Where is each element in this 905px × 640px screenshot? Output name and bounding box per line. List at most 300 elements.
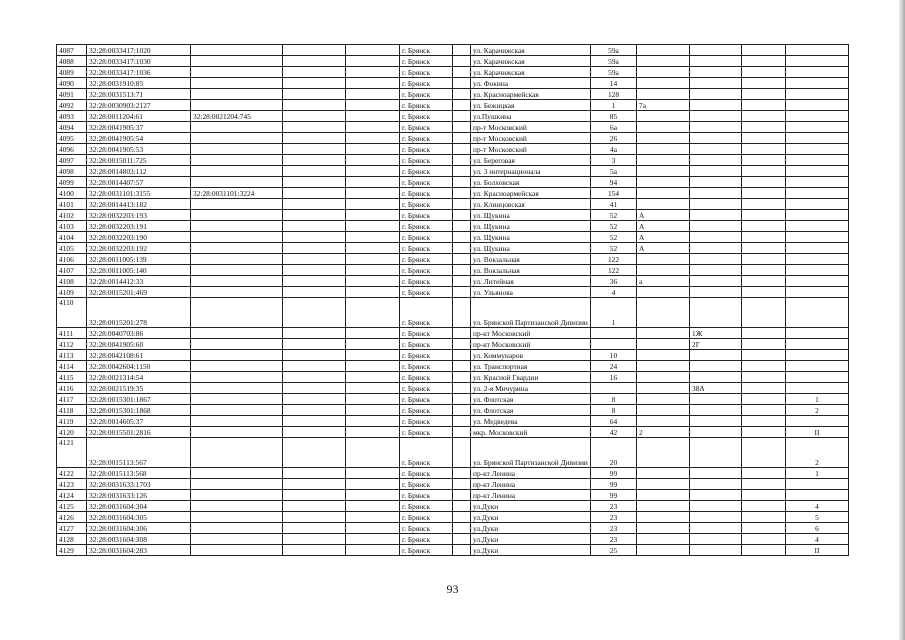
cadastral-number: 32:28:0041905:60 — [87, 339, 191, 350]
table-row — [57, 427, 849, 438]
building — [690, 122, 742, 133]
house-number: 25 — [591, 545, 637, 556]
building-letter — [637, 479, 690, 490]
parent-cadastral-number — [191, 133, 283, 144]
parent-cadastral-number — [191, 339, 283, 350]
building — [690, 372, 742, 383]
apartment — [786, 100, 849, 111]
building-letter — [637, 416, 690, 427]
house-number: 4 — [591, 287, 637, 298]
parent-cadastral-number — [191, 350, 283, 361]
building — [690, 166, 742, 177]
city: г. Брянск — [400, 298, 453, 328]
empty-cell — [742, 416, 786, 427]
table-row — [57, 372, 849, 383]
city: г. Брянск — [400, 122, 453, 133]
city: г. Брянск — [400, 199, 453, 210]
house-number: 14 — [591, 78, 637, 89]
cadastral-number: 32:28:0021519:35 — [87, 383, 191, 394]
house-number: 128 — [591, 89, 637, 100]
house-number: 1 — [591, 298, 637, 328]
parent-cadastral-number — [191, 78, 283, 89]
empty-cell — [283, 512, 346, 523]
street: пр-т Московский — [471, 133, 591, 144]
building — [690, 67, 742, 78]
street: пр-кт Московский — [471, 328, 591, 339]
building-letter — [637, 468, 690, 479]
empty-cell — [742, 523, 786, 534]
parent-cadastral-number — [191, 394, 283, 405]
apartment: 4 — [786, 501, 849, 512]
empty-cell — [453, 339, 471, 350]
table-row — [57, 350, 849, 361]
city: г. Брянск — [400, 56, 453, 67]
parent-cadastral-number — [191, 298, 283, 328]
parent-cadastral-number — [191, 67, 283, 78]
city: г. Брянск — [400, 405, 453, 416]
building: 1Ж — [690, 328, 742, 339]
building-letter — [637, 155, 690, 166]
table-row — [57, 479, 849, 490]
apartment — [786, 133, 849, 144]
empty-cell — [346, 405, 400, 416]
cadastral-number: 32:28:0015113:567 — [87, 438, 191, 468]
street: ул. Ульянова — [471, 287, 591, 298]
empty-cell — [346, 210, 400, 221]
table-row — [57, 383, 849, 394]
empty-cell — [742, 188, 786, 199]
empty-cell — [453, 67, 471, 78]
building-letter — [637, 122, 690, 133]
building-letter — [637, 67, 690, 78]
cadastral-number: 32:28:0014803:112 — [87, 166, 191, 177]
parent-cadastral-number — [191, 210, 283, 221]
empty-cell — [346, 276, 400, 287]
empty-cell — [283, 416, 346, 427]
row-number: 4108 — [57, 276, 87, 287]
building — [690, 155, 742, 166]
empty-cell — [742, 479, 786, 490]
building-letter — [637, 177, 690, 188]
table-row — [57, 298, 849, 328]
empty-cell — [283, 298, 346, 328]
building — [690, 265, 742, 276]
empty-cell — [283, 221, 346, 232]
apartment — [786, 45, 849, 56]
empty-cell — [742, 339, 786, 350]
empty-cell — [283, 177, 346, 188]
building-letter — [637, 111, 690, 122]
empty-cell — [283, 188, 346, 199]
empty-cell — [283, 534, 346, 545]
empty-cell — [283, 111, 346, 122]
empty-cell — [453, 490, 471, 501]
street: ул. Щукина — [471, 210, 591, 221]
cadastral-number: 32:28:0032203:191 — [87, 221, 191, 232]
empty-cell — [453, 254, 471, 265]
building — [690, 545, 742, 556]
street: ул. Красноармейская — [471, 89, 591, 100]
cadastral-number: 32:28:0033417:1036 — [87, 67, 191, 78]
row-number: 4116 — [57, 383, 87, 394]
empty-cell — [346, 350, 400, 361]
apartment — [786, 265, 849, 276]
empty-cell — [453, 166, 471, 177]
building: 2Г — [690, 339, 742, 350]
empty-cell — [453, 188, 471, 199]
parent-cadastral-number — [191, 177, 283, 188]
building-letter: А — [637, 221, 690, 232]
row-number: 4123 — [57, 479, 87, 490]
property-registry-table — [56, 44, 849, 556]
empty-cell — [453, 133, 471, 144]
table-row — [57, 56, 849, 67]
city: г. Брянск — [400, 339, 453, 350]
row-number: 4087 — [57, 45, 87, 56]
parent-cadastral-number — [191, 372, 283, 383]
city: г. Брянск — [400, 361, 453, 372]
empty-cell — [346, 199, 400, 210]
cadastral-number: 32:28:0031604:305 — [87, 512, 191, 523]
cadastral-number: 32:28:0041905:37 — [87, 122, 191, 133]
apartment — [786, 350, 849, 361]
table-row — [57, 144, 849, 155]
empty-cell — [453, 361, 471, 372]
building-letter — [637, 394, 690, 405]
city: г. Брянск — [400, 166, 453, 177]
city: г. Брянск — [400, 232, 453, 243]
apartment — [786, 490, 849, 501]
building-letter — [637, 361, 690, 372]
building — [690, 405, 742, 416]
street: ул. Щукина — [471, 221, 591, 232]
row-number: 4106 — [57, 254, 87, 265]
empty-cell — [346, 78, 400, 89]
apartment: 1 — [786, 394, 849, 405]
building-letter — [637, 523, 690, 534]
street: ул. Карачижская — [471, 67, 591, 78]
cadastral-number: 32:28:0032203:193 — [87, 210, 191, 221]
street: ул. Коммунаров — [471, 350, 591, 361]
city: г. Брянск — [400, 372, 453, 383]
table-row — [57, 512, 849, 523]
cadastral-number: 32:28:0030903:2127 — [87, 100, 191, 111]
street: ул. Бежицкая — [471, 100, 591, 111]
street: пр-кт Ленина — [471, 490, 591, 501]
city: г. Брянск — [400, 78, 453, 89]
building-letter — [637, 166, 690, 177]
parent-cadastral-number — [191, 361, 283, 372]
cadastral-number: 32:28:0011204:61 — [87, 111, 191, 122]
cadastral-number: 32:28:0031604:283 — [87, 545, 191, 556]
apartment — [786, 232, 849, 243]
building — [690, 438, 742, 468]
empty-cell — [742, 166, 786, 177]
parent-cadastral-number — [191, 199, 283, 210]
empty-cell — [346, 394, 400, 405]
table-row — [57, 122, 849, 133]
house-number: 94 — [591, 177, 637, 188]
building — [690, 78, 742, 89]
house-number: 4а — [591, 144, 637, 155]
parent-cadastral-number — [191, 122, 283, 133]
empty-cell — [453, 501, 471, 512]
parent-cadastral-number — [191, 287, 283, 298]
empty-cell — [283, 243, 346, 254]
city: г. Брянск — [400, 534, 453, 545]
apartment — [786, 67, 849, 78]
building — [690, 479, 742, 490]
empty-cell — [453, 545, 471, 556]
apartment — [786, 122, 849, 133]
empty-cell — [346, 67, 400, 78]
empty-cell — [453, 512, 471, 523]
street: ул.Пушкина — [471, 111, 591, 122]
building — [690, 45, 742, 56]
parent-cadastral-number — [191, 166, 283, 177]
apartment — [786, 276, 849, 287]
building-letter — [637, 438, 690, 468]
building-letter — [637, 405, 690, 416]
apartment: II — [786, 427, 849, 438]
row-number: 4113 — [57, 350, 87, 361]
building-letter — [637, 188, 690, 199]
row-number: 4100 — [57, 188, 87, 199]
cadastral-number: 32:28:0031633:1703 — [87, 479, 191, 490]
empty-cell — [742, 78, 786, 89]
empty-cell — [742, 155, 786, 166]
city: г. Брянск — [400, 155, 453, 166]
building-letter — [637, 372, 690, 383]
empty-cell — [283, 328, 346, 339]
cadastral-number: 32:28:0014407:57 — [87, 177, 191, 188]
house-number: 36 — [591, 276, 637, 287]
apartment — [786, 56, 849, 67]
empty-cell — [283, 166, 346, 177]
table-row — [57, 177, 849, 188]
street: ул. 3 интернационала — [471, 166, 591, 177]
empty-cell — [346, 155, 400, 166]
building — [690, 232, 742, 243]
city: г. Брянск — [400, 287, 453, 298]
apartment — [786, 339, 849, 350]
cadastral-number: 32:28:0031910:85 — [87, 78, 191, 89]
scan-edge-shadow — [899, 0, 905, 640]
building — [690, 89, 742, 100]
row-number: 4089 — [57, 67, 87, 78]
empty-cell — [742, 243, 786, 254]
empty-cell — [742, 144, 786, 155]
empty-cell — [453, 56, 471, 67]
house-number: 99 — [591, 468, 637, 479]
cadastral-number: 32:28:0040703:86 — [87, 328, 191, 339]
empty-cell — [283, 501, 346, 512]
cadastral-number: 32:28:0033417:1020 — [87, 45, 191, 56]
empty-cell — [346, 501, 400, 512]
empty-cell — [346, 512, 400, 523]
street: ул. Щукина — [471, 232, 591, 243]
empty-cell — [742, 287, 786, 298]
cadastral-number: 32:28:0041905:54 — [87, 133, 191, 144]
building — [690, 350, 742, 361]
empty-cell — [346, 221, 400, 232]
house-number: 8 — [591, 405, 637, 416]
empty-cell — [453, 468, 471, 479]
empty-cell — [346, 100, 400, 111]
house-number: 59а — [591, 56, 637, 67]
empty-cell — [283, 339, 346, 350]
building-letter — [637, 383, 690, 394]
apartment — [786, 199, 849, 210]
parent-cadastral-number — [191, 405, 283, 416]
building — [690, 133, 742, 144]
street: ул. Щукина — [471, 243, 591, 254]
empty-cell — [283, 372, 346, 383]
row-number: 4129 — [57, 545, 87, 556]
apartment — [786, 361, 849, 372]
empty-cell — [453, 199, 471, 210]
apartment — [786, 287, 849, 298]
house-number: 59а — [591, 67, 637, 78]
apartment — [786, 166, 849, 177]
apartment: 2 — [786, 438, 849, 468]
row-number: 4107 — [57, 265, 87, 276]
empty-cell — [742, 89, 786, 100]
street: ул. Литейная — [471, 276, 591, 287]
house-number: 85 — [591, 111, 637, 122]
building — [690, 144, 742, 155]
street: ул. Брянской Партизанской Дивизии — [471, 298, 591, 328]
apartment — [786, 298, 849, 328]
street: ул.Дуки — [471, 512, 591, 523]
empty-cell — [346, 122, 400, 133]
empty-cell — [346, 243, 400, 254]
house-number: 23 — [591, 501, 637, 512]
city: г. Брянск — [400, 523, 453, 534]
empty-cell — [453, 523, 471, 534]
building — [690, 394, 742, 405]
empty-cell — [346, 361, 400, 372]
building-letter: А — [637, 210, 690, 221]
street: ул. Вокзальная — [471, 265, 591, 276]
empty-cell — [346, 339, 400, 350]
city: г. Брянск — [400, 438, 453, 468]
row-number: 4122 — [57, 468, 87, 479]
empty-cell — [453, 328, 471, 339]
city: г. Брянск — [400, 416, 453, 427]
apartment — [786, 372, 849, 383]
building-letter — [637, 490, 690, 501]
city: г. Брянск — [400, 89, 453, 100]
house-number — [591, 328, 637, 339]
empty-cell — [283, 265, 346, 276]
empty-cell — [283, 199, 346, 210]
empty-cell — [742, 276, 786, 287]
house-number: 52 — [591, 210, 637, 221]
empty-cell — [283, 350, 346, 361]
cadastral-number: 32:28:0032203:190 — [87, 232, 191, 243]
building-letter — [637, 254, 690, 265]
parent-cadastral-number — [191, 155, 283, 166]
house-number: 6а — [591, 122, 637, 133]
building-letter — [637, 265, 690, 276]
empty-cell — [453, 276, 471, 287]
street: ул.Дуки — [471, 523, 591, 534]
row-number: 4105 — [57, 243, 87, 254]
city: г. Брянск — [400, 265, 453, 276]
empty-cell — [742, 383, 786, 394]
city: г. Брянск — [400, 501, 453, 512]
empty-cell — [742, 67, 786, 78]
parent-cadastral-number — [191, 427, 283, 438]
parent-cadastral-number — [191, 490, 283, 501]
empty-cell — [453, 298, 471, 328]
house-number: 42 — [591, 427, 637, 438]
table-row — [57, 188, 849, 199]
apartment — [786, 383, 849, 394]
table-row — [57, 100, 849, 111]
row-number: 4095 — [57, 133, 87, 144]
street: пр-т Московский — [471, 144, 591, 155]
parent-cadastral-number — [191, 512, 283, 523]
apartment: II — [786, 545, 849, 556]
table-row — [57, 328, 849, 339]
house-number: 3 — [591, 155, 637, 166]
parent-cadastral-number — [191, 383, 283, 394]
empty-cell — [742, 56, 786, 67]
empty-cell — [283, 155, 346, 166]
row-number: 4119 — [57, 416, 87, 427]
building-letter — [637, 339, 690, 350]
row-number: 4121 — [57, 438, 87, 468]
city: г. Брянск — [400, 427, 453, 438]
table-row — [57, 276, 849, 287]
empty-cell — [346, 287, 400, 298]
house-number: 64 — [591, 416, 637, 427]
parent-cadastral-number — [191, 221, 283, 232]
empty-cell — [283, 144, 346, 155]
parent-cadastral-number — [191, 416, 283, 427]
table-row — [57, 254, 849, 265]
parent-cadastral-number — [191, 534, 283, 545]
apartment — [786, 155, 849, 166]
empty-cell — [742, 328, 786, 339]
row-number: 4090 — [57, 78, 87, 89]
city: г. Брянск — [400, 177, 453, 188]
empty-cell — [742, 468, 786, 479]
street: ул. Флотская — [471, 405, 591, 416]
house-number: 26 — [591, 133, 637, 144]
city: г. Брянск — [400, 67, 453, 78]
empty-cell — [346, 188, 400, 199]
building — [690, 523, 742, 534]
street: ул. Береговая — [471, 155, 591, 166]
cadastral-number: 32:28:0031604:308 — [87, 534, 191, 545]
apartment — [786, 177, 849, 188]
table-row — [57, 339, 849, 350]
building-letter: а — [637, 276, 690, 287]
building — [690, 298, 742, 328]
parent-cadastral-number: 32:28:0031101:3224 — [191, 188, 283, 199]
building — [690, 56, 742, 67]
empty-cell — [742, 394, 786, 405]
city: г. Брянск — [400, 479, 453, 490]
table-row — [57, 394, 849, 405]
apartment: 6 — [786, 523, 849, 534]
building — [690, 221, 742, 232]
empty-cell — [742, 100, 786, 111]
row-number: 4125 — [57, 501, 87, 512]
